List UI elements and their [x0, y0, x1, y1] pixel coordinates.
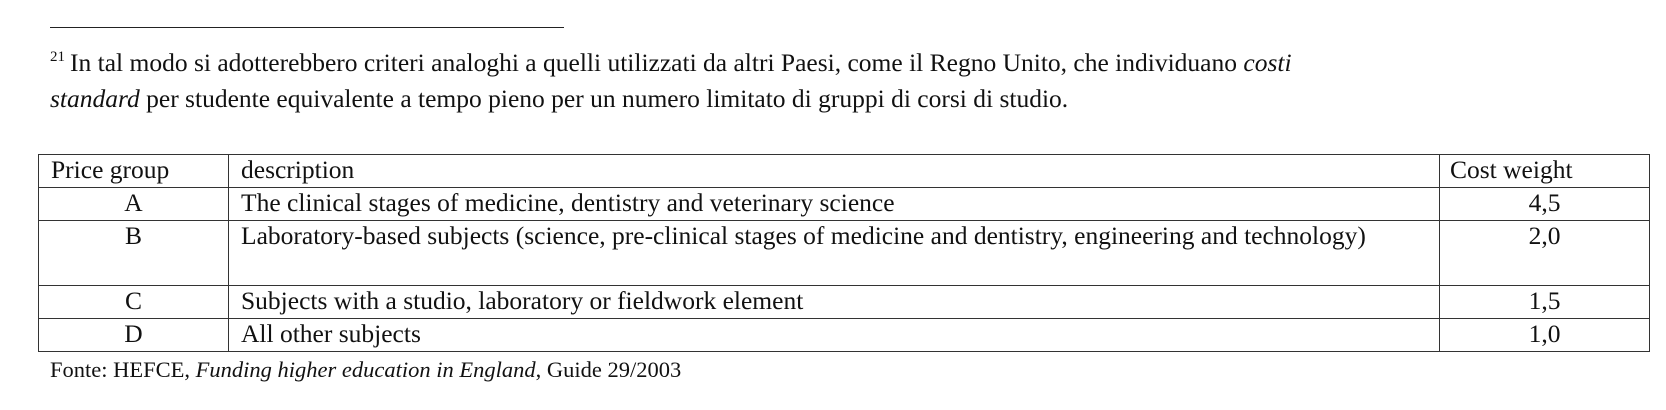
source-title: Funding higher education in England — [195, 357, 536, 382]
header-price-group: Price group — [39, 155, 229, 188]
cell-cost-weight: 1,0 — [1440, 319, 1650, 352]
cell-price-group: D — [39, 319, 229, 352]
table-row — [39, 188, 1650, 221]
footnote-italic-standard: standard — [50, 84, 140, 113]
cell-description: Laboratory-based subjects (science, pre-clinical stages of medicine and dentistry, engineering and technology) — [229, 221, 1440, 286]
header-cost-weight: Cost weight — [1440, 155, 1650, 188]
footnote-text-part1: In tal modo si adotterebbero criteri analoghi a quelli utilizzati da altri Paesi, come il Regno Unito, che individuano — [70, 48, 1244, 77]
cell-description: All other subjects — [229, 319, 1440, 352]
header-description: description — [229, 155, 1440, 188]
cell-cost-weight: 1,5 — [1440, 286, 1650, 319]
cell-description: The clinical stages of medicine, dentistry and veterinary science — [229, 188, 1440, 221]
cell-cost-weight: 4,5 — [1440, 188, 1650, 221]
table-row — [39, 221, 1650, 286]
cell-price-group: C — [39, 286, 229, 319]
price-group-table — [38, 154, 1650, 352]
footnote-text-part2: per studente equivalente a tempo pieno per un numero limitato di gruppi di corsi di studio. — [139, 84, 1069, 113]
cell-price-group: B — [39, 221, 229, 286]
table-header-row — [39, 155, 1650, 188]
footnote-separator-rule — [50, 27, 564, 28]
table-row — [39, 319, 1650, 352]
footnote-italic-costi: costi — [1243, 48, 1292, 77]
table-row — [39, 286, 1650, 319]
footnote-number: 21 — [50, 49, 65, 65]
cell-cost-weight: 2,0 — [1440, 221, 1650, 286]
cell-description: Subjects with a studio, laboratory or fieldwork element — [229, 286, 1440, 319]
footnote — [50, 45, 1650, 116]
source-suffix: , Guide 29/2003 — [535, 357, 682, 382]
cell-price-group: A — [39, 188, 229, 221]
footnote-line2 — [50, 81, 1650, 116]
table-source-note — [50, 356, 681, 384]
source-prefix: Fonte: HEFCE, — [50, 357, 196, 382]
